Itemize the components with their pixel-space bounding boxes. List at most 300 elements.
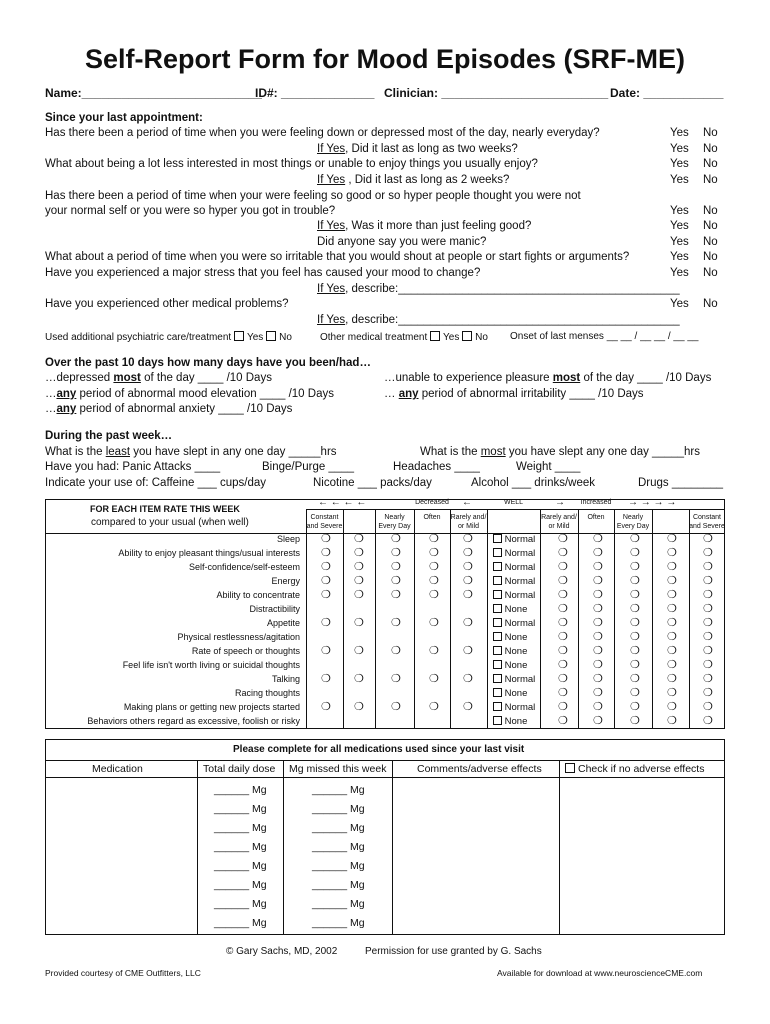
well-label: WELL	[503, 499, 524, 506]
rating-circle[interactable]: ❍	[463, 533, 473, 545]
checkbox[interactable]	[493, 618, 502, 627]
rating-circle[interactable]: ❍	[593, 701, 603, 713]
copyright: © Gary Sachs, MD, 2002	[226, 946, 338, 957]
checkbox[interactable]	[462, 331, 472, 341]
rating-circle[interactable]: ❍	[463, 617, 473, 629]
rating-circle[interactable]: ❍	[354, 701, 364, 713]
q5a-text: , describe:____________________________________________	[345, 283, 680, 295]
q1a-text: , Did it last as long as two weeks?	[345, 143, 518, 155]
checkbox[interactable]	[493, 604, 502, 613]
q3b: Did anyone say you were manic?	[317, 236, 487, 248]
rating-circle[interactable]: ❍	[630, 631, 640, 643]
text: of the day ____ /10 Days	[580, 372, 712, 384]
name-field[interactable]: Name:___________________________	[45, 86, 262, 100]
rating-circle[interactable]: ❍	[354, 533, 364, 545]
well-option-label: Normal	[504, 548, 536, 559]
rating-circle[interactable]: ❍	[463, 589, 473, 601]
col-header: Nearly Every Day	[616, 514, 650, 530]
checkbox[interactable]	[234, 331, 244, 341]
rating-circle[interactable]: ❍	[593, 715, 603, 727]
well-option[interactable]	[493, 688, 527, 699]
rating-circle[interactable]: ❍	[593, 547, 603, 559]
well-option-label: Normal	[504, 562, 536, 573]
rating-circle[interactable]: ❍	[593, 631, 603, 643]
since-heading: Since your last appointment:	[45, 112, 203, 124]
grid-col-line	[375, 509, 376, 729]
rating-circle[interactable]: ❍	[593, 603, 603, 615]
checkbox[interactable]	[493, 632, 502, 641]
rating-circle[interactable]: ❍	[391, 673, 401, 685]
text: …	[384, 388, 399, 400]
checkbox[interactable]	[493, 590, 502, 599]
rating-circle[interactable]: ❍	[321, 533, 331, 545]
med-divider	[45, 777, 725, 778]
ten-days-l1	[45, 372, 272, 384]
well-option[interactable]	[493, 716, 527, 727]
missed-field[interactable]: ______ Mg	[312, 917, 365, 929]
checkbox[interactable]	[493, 660, 502, 669]
panic-attacks: Have you had: Panic Attacks ____	[45, 461, 221, 473]
rating-circle[interactable]: ❍	[354, 617, 364, 629]
rating-circle[interactable]: ❍	[667, 575, 677, 587]
rating-circle[interactable]: ❍	[558, 673, 568, 685]
dose-field[interactable]: ______ Mg	[214, 917, 267, 929]
rating-circle[interactable]: ❍	[429, 547, 439, 559]
rating-circle[interactable]: ❍	[354, 673, 364, 685]
well-option-label: None	[504, 716, 528, 727]
no-option[interactable]: No	[703, 220, 718, 232]
text: …depressed	[45, 372, 114, 384]
emphasis: any	[398, 388, 419, 400]
rating-circle[interactable]: ❍	[558, 631, 568, 643]
missed-field[interactable]: ______ Mg	[312, 784, 365, 796]
grid-divider	[306, 509, 725, 510]
rating-circle[interactable]: ❍	[630, 575, 640, 587]
emphasis: any	[56, 388, 77, 400]
well-option-label: None	[504, 632, 528, 643]
no-option[interactable]: No	[703, 298, 718, 310]
yes-option[interactable]: Yes	[670, 298, 689, 310]
rating-circle[interactable]: ❍	[429, 617, 439, 629]
rating-circle[interactable]: ❍	[354, 561, 364, 573]
grid-col-line	[689, 509, 690, 729]
ifyes-text: If Yes	[317, 143, 346, 155]
item-label: Physical restlessness/agitation	[177, 632, 300, 642]
well-option[interactable]	[493, 534, 535, 545]
rating-circle[interactable]: ❍	[703, 645, 713, 657]
missed-field[interactable]: ______ Mg	[312, 898, 365, 910]
missed-field[interactable]: ______ Mg	[312, 803, 365, 815]
ten-days-r2	[384, 388, 644, 400]
item-label: Appetite	[266, 618, 300, 628]
yes-option[interactable]: Yes	[670, 220, 689, 232]
q5: Have you experienced a major stress that you feel has caused your mood to change?	[45, 267, 481, 279]
checkbox[interactable]	[266, 331, 276, 341]
rating-subheading: compared to your usual (when well)	[91, 517, 249, 528]
nicotine: Nicotine ___ packs/day	[313, 477, 432, 489]
rating-circle[interactable]: ❍	[630, 645, 640, 657]
rating-circle[interactable]: ❍	[703, 673, 713, 685]
download-link[interactable]: Available for download at www.neuroscienceCME.com	[497, 968, 703, 978]
col-header: Constant and Severe	[689, 514, 725, 530]
grid-col-line	[414, 509, 415, 729]
well-option[interactable]	[493, 660, 527, 671]
yes-option[interactable]: Yes	[670, 143, 689, 155]
headaches: Headaches ____	[393, 461, 480, 473]
right-arrow: →	[555, 497, 565, 508]
rating-circle[interactable]: ❍	[593, 673, 603, 685]
med-col-line	[197, 760, 198, 935]
ten-days-l3	[45, 403, 292, 415]
med-col-line	[559, 760, 560, 935]
rating-circle[interactable]: ❍	[667, 561, 677, 573]
rating-circle[interactable]: ❍	[463, 575, 473, 587]
rating-circle[interactable]: ❍	[703, 561, 713, 573]
no-option[interactable]: No	[703, 267, 718, 279]
date-field[interactable]: Date: ____________	[610, 86, 724, 100]
well-option[interactable]	[493, 548, 535, 559]
rating-circle[interactable]: ❍	[703, 631, 713, 643]
drugs: Drugs ________	[638, 477, 724, 489]
rating-circle[interactable]: ❍	[321, 617, 331, 629]
rating-circle[interactable]: ❍	[321, 547, 331, 559]
q6a[interactable]	[317, 314, 680, 326]
rating-circle[interactable]: ❍	[463, 561, 473, 573]
rating-circle[interactable]: ❍	[667, 687, 677, 699]
rating-circle[interactable]: ❍	[558, 701, 568, 713]
rating-circle[interactable]: ❍	[429, 575, 439, 587]
col-header: Constant and Severe	[306, 514, 343, 530]
binge-purge: Binge/Purge ____	[262, 461, 355, 473]
ten-days-heading: Over the past 10 days how many days have you been/had…	[45, 357, 371, 369]
clinician-field[interactable]: Clinician: _________________________	[384, 86, 609, 100]
grid-col-line	[450, 509, 451, 729]
rating-circle[interactable]: ❍	[354, 645, 364, 657]
no-option[interactable]: No	[703, 158, 718, 170]
item-label: Ability to concentrate	[216, 590, 300, 600]
item-label: Energy	[271, 576, 300, 586]
text: period of abnormal mood elevation ____ /10 Days	[76, 388, 334, 400]
well-option-label: Normal	[504, 534, 536, 545]
emphasis: least	[105, 446, 131, 458]
rating-circle[interactable]: ❍	[667, 645, 677, 657]
item-label: Self-confidence/self-esteem	[188, 562, 300, 572]
rating-circle[interactable]: ❍	[593, 589, 603, 601]
rating-circle[interactable]: ❍	[703, 617, 713, 629]
col-header: Nearly Every Day	[378, 514, 411, 530]
item-label: Distractibility	[249, 604, 300, 614]
rating-circle[interactable]: ❍	[630, 687, 640, 699]
well-option[interactable]	[493, 576, 535, 587]
rating-circle[interactable]: ❍	[391, 575, 401, 587]
text: …	[45, 388, 57, 400]
yes-option[interactable]: Yes	[670, 267, 689, 279]
rating-circle[interactable]: ❍	[703, 687, 713, 699]
well-option-label: Normal	[504, 576, 536, 587]
rating-circle[interactable]: ❍	[391, 617, 401, 629]
rating-circle[interactable]: ❍	[593, 575, 603, 587]
checkbox[interactable]	[493, 646, 502, 655]
q1: Has there been a period of time when you were feeling down or depressed most of the day, nearly everyday?	[45, 127, 600, 139]
rating-circle[interactable]: ❍	[558, 589, 568, 601]
decreased-label: Decreased	[415, 499, 449, 506]
rating-circle[interactable]: ❍	[463, 701, 473, 713]
caffeine: Indicate your use of: Caffeine ___ cups/day	[45, 477, 266, 489]
text: …unable to experience pleasure	[384, 372, 553, 384]
rating-circle[interactable]: ❍	[703, 659, 713, 671]
rating-circle[interactable]: ❍	[391, 547, 401, 559]
q1a	[317, 143, 518, 155]
ten-days-l2	[45, 388, 334, 400]
rating-circle[interactable]: ❍	[429, 589, 439, 601]
rating-circle[interactable]: ❍	[630, 701, 640, 713]
rating-circle[interactable]: ❍	[667, 547, 677, 559]
text: of the day ____ /10 Days	[140, 372, 272, 384]
q2: What about being a lot less interested in most things or unable to enjoy things you usually enjoy?	[45, 158, 538, 170]
checkbox[interactable]	[493, 562, 502, 571]
psych-care-line	[45, 331, 292, 343]
rating-circle[interactable]: ❍	[354, 547, 364, 559]
rating-circle[interactable]: ❍	[630, 603, 640, 615]
rating-circle[interactable]: ❍	[703, 533, 713, 545]
rating-circle[interactable]: ❍	[354, 589, 364, 601]
rating-circle[interactable]: ❍	[630, 589, 640, 601]
rating-circle[interactable]: ❍	[558, 645, 568, 657]
yes-option[interactable]: Yes	[670, 174, 689, 186]
med-col-header: Total daily dose	[203, 763, 276, 775]
missed-field[interactable]: ______ Mg	[312, 860, 365, 872]
q6a-text: , describe:____________________________________________	[345, 314, 680, 326]
rating-circle[interactable]: ❍	[667, 533, 677, 545]
menses-field[interactable]: Onset of last menses __ __ / __ __ / __ __	[510, 331, 699, 342]
rating-circle[interactable]: ❍	[667, 659, 677, 671]
rating-circle[interactable]: ❍	[321, 561, 331, 573]
missed-field[interactable]: ______ Mg	[312, 822, 365, 834]
rating-circle[interactable]: ❍	[558, 603, 568, 615]
no-option[interactable]: No	[703, 127, 718, 139]
med-col-line	[392, 760, 393, 935]
rating-circle[interactable]: ❍	[667, 589, 677, 601]
left-arrows: ← ← ← ←	[318, 497, 367, 508]
no-option[interactable]: No	[703, 236, 718, 248]
q6: Have you experienced other medical problems?	[45, 298, 289, 310]
rating-circle[interactable]: ❍	[391, 701, 401, 713]
rating-circle[interactable]: ❍	[667, 617, 677, 629]
emphasis: most	[552, 372, 581, 384]
item-label: Behaviors others regard as excessive, foolish or risky	[87, 716, 300, 726]
rating-heading: FOR EACH ITEM RATE THIS WEEK	[90, 504, 240, 514]
no-adverse-check[interactable]	[565, 763, 704, 775]
rating-circle[interactable]: ❍	[630, 715, 640, 727]
item-label: Talking	[271, 674, 300, 684]
rating-circle[interactable]: ❍	[463, 645, 473, 657]
rating-circle[interactable]: ❍	[429, 533, 439, 545]
yes-option[interactable]: Yes	[670, 251, 689, 263]
text: you have slept any one day _____hrs	[505, 446, 701, 458]
rating-circle[interactable]: ❍	[703, 701, 713, 713]
dose-field[interactable]: ______ Mg	[214, 879, 267, 891]
item-label: Ability to enjoy pleasant things/usual interests	[118, 548, 300, 558]
well-option[interactable]	[493, 646, 527, 657]
rating-circle[interactable]: ❍	[630, 659, 640, 671]
text: What is the	[420, 446, 481, 458]
well-option-label: Normal	[504, 590, 536, 601]
no-adverse-label: Check if no adverse effects	[578, 763, 705, 775]
emphasis: most	[480, 446, 506, 458]
rating-circle[interactable]: ❍	[593, 645, 603, 657]
rating-circle[interactable]: ❍	[558, 575, 568, 587]
psych-care-label: Used additional psychiatric care/treatment	[45, 332, 232, 343]
checkbox[interactable]	[493, 688, 502, 697]
med-heading: Please complete for all medications used since your last visit	[233, 744, 525, 755]
rating-circle[interactable]: ❍	[667, 603, 677, 615]
col-header: Often	[587, 514, 605, 521]
rating-circle[interactable]: ❍	[321, 701, 331, 713]
rating-circle[interactable]: ❍	[321, 575, 331, 587]
q5a[interactable]	[317, 283, 680, 295]
rating-circle[interactable]: ❍	[667, 715, 677, 727]
q4: What about a period of time when you were so irritable that you would shout at people or start fights or arguments?	[45, 251, 630, 263]
rating-circle[interactable]: ❍	[429, 561, 439, 573]
well-option[interactable]	[493, 632, 527, 643]
rating-circle[interactable]: ❍	[703, 589, 713, 601]
dose-field[interactable]: ______ Mg	[214, 803, 267, 815]
item-label: Racing thoughts	[234, 688, 300, 698]
yes-option[interactable]: Yes	[670, 127, 689, 139]
grid-col-line	[614, 509, 615, 729]
yes-label: Yes	[443, 332, 460, 343]
provided-by: Provided courtesy of CME Outfitters, LLC	[45, 968, 201, 978]
no-option[interactable]: No	[703, 143, 718, 155]
checkbox[interactable]	[493, 674, 502, 683]
rating-circle[interactable]: ❍	[391, 589, 401, 601]
ten-days-r1	[384, 372, 711, 384]
ifyes-text: If Yes	[317, 283, 346, 295]
med-col-header: Mg missed this week	[289, 763, 387, 775]
missed-field[interactable]: ______ Mg	[312, 879, 365, 891]
well-option[interactable]	[493, 604, 527, 615]
rating-circle[interactable]: ❍	[630, 617, 640, 629]
yes-option[interactable]: Yes	[670, 236, 689, 248]
dose-field[interactable]: ______ Mg	[214, 784, 267, 796]
rating-circle[interactable]: ❍	[391, 645, 401, 657]
rating-circle[interactable]: ❍	[321, 673, 331, 685]
rating-circle[interactable]: ❍	[321, 589, 331, 601]
rating-circle[interactable]: ❍	[558, 687, 568, 699]
rating-circle[interactable]: ❍	[703, 547, 713, 559]
ifyes-text: If Yes	[317, 314, 346, 326]
rating-circle[interactable]: ❍	[391, 533, 401, 545]
emphasis: any	[56, 403, 77, 415]
least-slept	[45, 446, 337, 458]
left-arrow: ←	[462, 497, 472, 508]
rating-circle[interactable]: ❍	[630, 561, 640, 573]
med-treatment-line	[320, 331, 488, 343]
rating-circle[interactable]: ❍	[703, 715, 713, 727]
checkbox[interactable]	[493, 548, 502, 557]
rating-circle[interactable]: ❍	[354, 575, 364, 587]
text: …	[45, 403, 57, 415]
rating-circle[interactable]: ❍	[558, 659, 568, 671]
dose-field[interactable]: ______ Mg	[214, 860, 267, 872]
no-option[interactable]: No	[703, 205, 718, 217]
permission: Permission for use granted by G. Sachs	[365, 946, 542, 957]
rating-circle[interactable]: ❍	[667, 701, 677, 713]
emphasis: most	[113, 372, 141, 384]
rating-circle[interactable]: ❍	[630, 533, 640, 545]
item-label: Feel life isn't worth living or suicidal thoughts	[122, 660, 300, 670]
rating-circle[interactable]: ❍	[429, 645, 439, 657]
checkbox[interactable]	[493, 576, 502, 585]
well-option[interactable]	[493, 590, 535, 601]
rating-circle[interactable]: ❍	[558, 547, 568, 559]
q3-line2: your normal self or you were so hyper you got in trouble?	[45, 205, 336, 217]
well-option[interactable]	[493, 702, 535, 713]
q2a-text: , Did it last as long as 2 weeks?	[345, 174, 510, 186]
well-option[interactable]	[493, 562, 535, 573]
rating-circle[interactable]: ❍	[558, 715, 568, 727]
rating-circle[interactable]: ❍	[630, 673, 640, 685]
checkbox[interactable]	[493, 702, 502, 711]
rating-circle[interactable]: ❍	[463, 673, 473, 685]
checkbox[interactable]	[565, 763, 575, 773]
well-option[interactable]	[493, 674, 535, 685]
rating-circle[interactable]: ❍	[463, 547, 473, 559]
rating-circle[interactable]: ❍	[630, 547, 640, 559]
rating-circle[interactable]: ❍	[558, 533, 568, 545]
grid-col-line	[540, 509, 541, 729]
rating-circle[interactable]: ❍	[593, 533, 603, 545]
past-week-heading: During the past week…	[45, 430, 173, 442]
yes-option[interactable]: Yes	[670, 158, 689, 170]
missed-field[interactable]: ______ Mg	[312, 841, 365, 853]
rating-circle[interactable]: ❍	[703, 575, 713, 587]
rating-circle[interactable]: ❍	[321, 645, 331, 657]
no-option[interactable]: No	[703, 251, 718, 263]
rating-circle[interactable]: ❍	[593, 687, 603, 699]
rating-circle[interactable]: ❍	[593, 561, 603, 573]
rating-circle[interactable]: ❍	[429, 673, 439, 685]
med-col-header: Comments/adverse effects	[417, 763, 542, 775]
form-title: Self-Report Form for Mood Episodes (SRF-ME)	[85, 44, 685, 74]
well-option-label: None	[504, 688, 528, 699]
rating-circle[interactable]: ❍	[667, 631, 677, 643]
rating-circle[interactable]: ❍	[703, 603, 713, 615]
checkbox[interactable]	[493, 534, 502, 543]
checkbox[interactable]	[493, 716, 502, 725]
id-field[interactable]: ID#: ______________	[255, 86, 375, 100]
q3-line1: Has there been a period of time when your were feeling so good or so hyper people thought you were not	[45, 190, 581, 202]
rating-circle[interactable]: ❍	[558, 561, 568, 573]
q2a	[317, 174, 509, 186]
dose-field[interactable]: ______ Mg	[214, 898, 267, 910]
rating-circle[interactable]: ❍	[593, 617, 603, 629]
well-option[interactable]	[493, 618, 535, 629]
yes-option[interactable]: Yes	[670, 205, 689, 217]
rating-circle[interactable]: ❍	[593, 659, 603, 671]
most-slept	[420, 446, 700, 458]
checkbox[interactable]	[430, 331, 440, 341]
ifyes-text: If Yes	[317, 174, 346, 186]
rating-circle[interactable]: ❍	[391, 561, 401, 573]
rating-circle[interactable]: ❍	[667, 673, 677, 685]
dose-field[interactable]: ______ Mg	[214, 822, 267, 834]
dose-field[interactable]: ______ Mg	[214, 841, 267, 853]
grid-col-line	[487, 509, 488, 729]
rating-circle[interactable]: ❍	[429, 701, 439, 713]
rating-circle[interactable]: ❍	[558, 617, 568, 629]
no-option[interactable]: No	[703, 174, 718, 186]
